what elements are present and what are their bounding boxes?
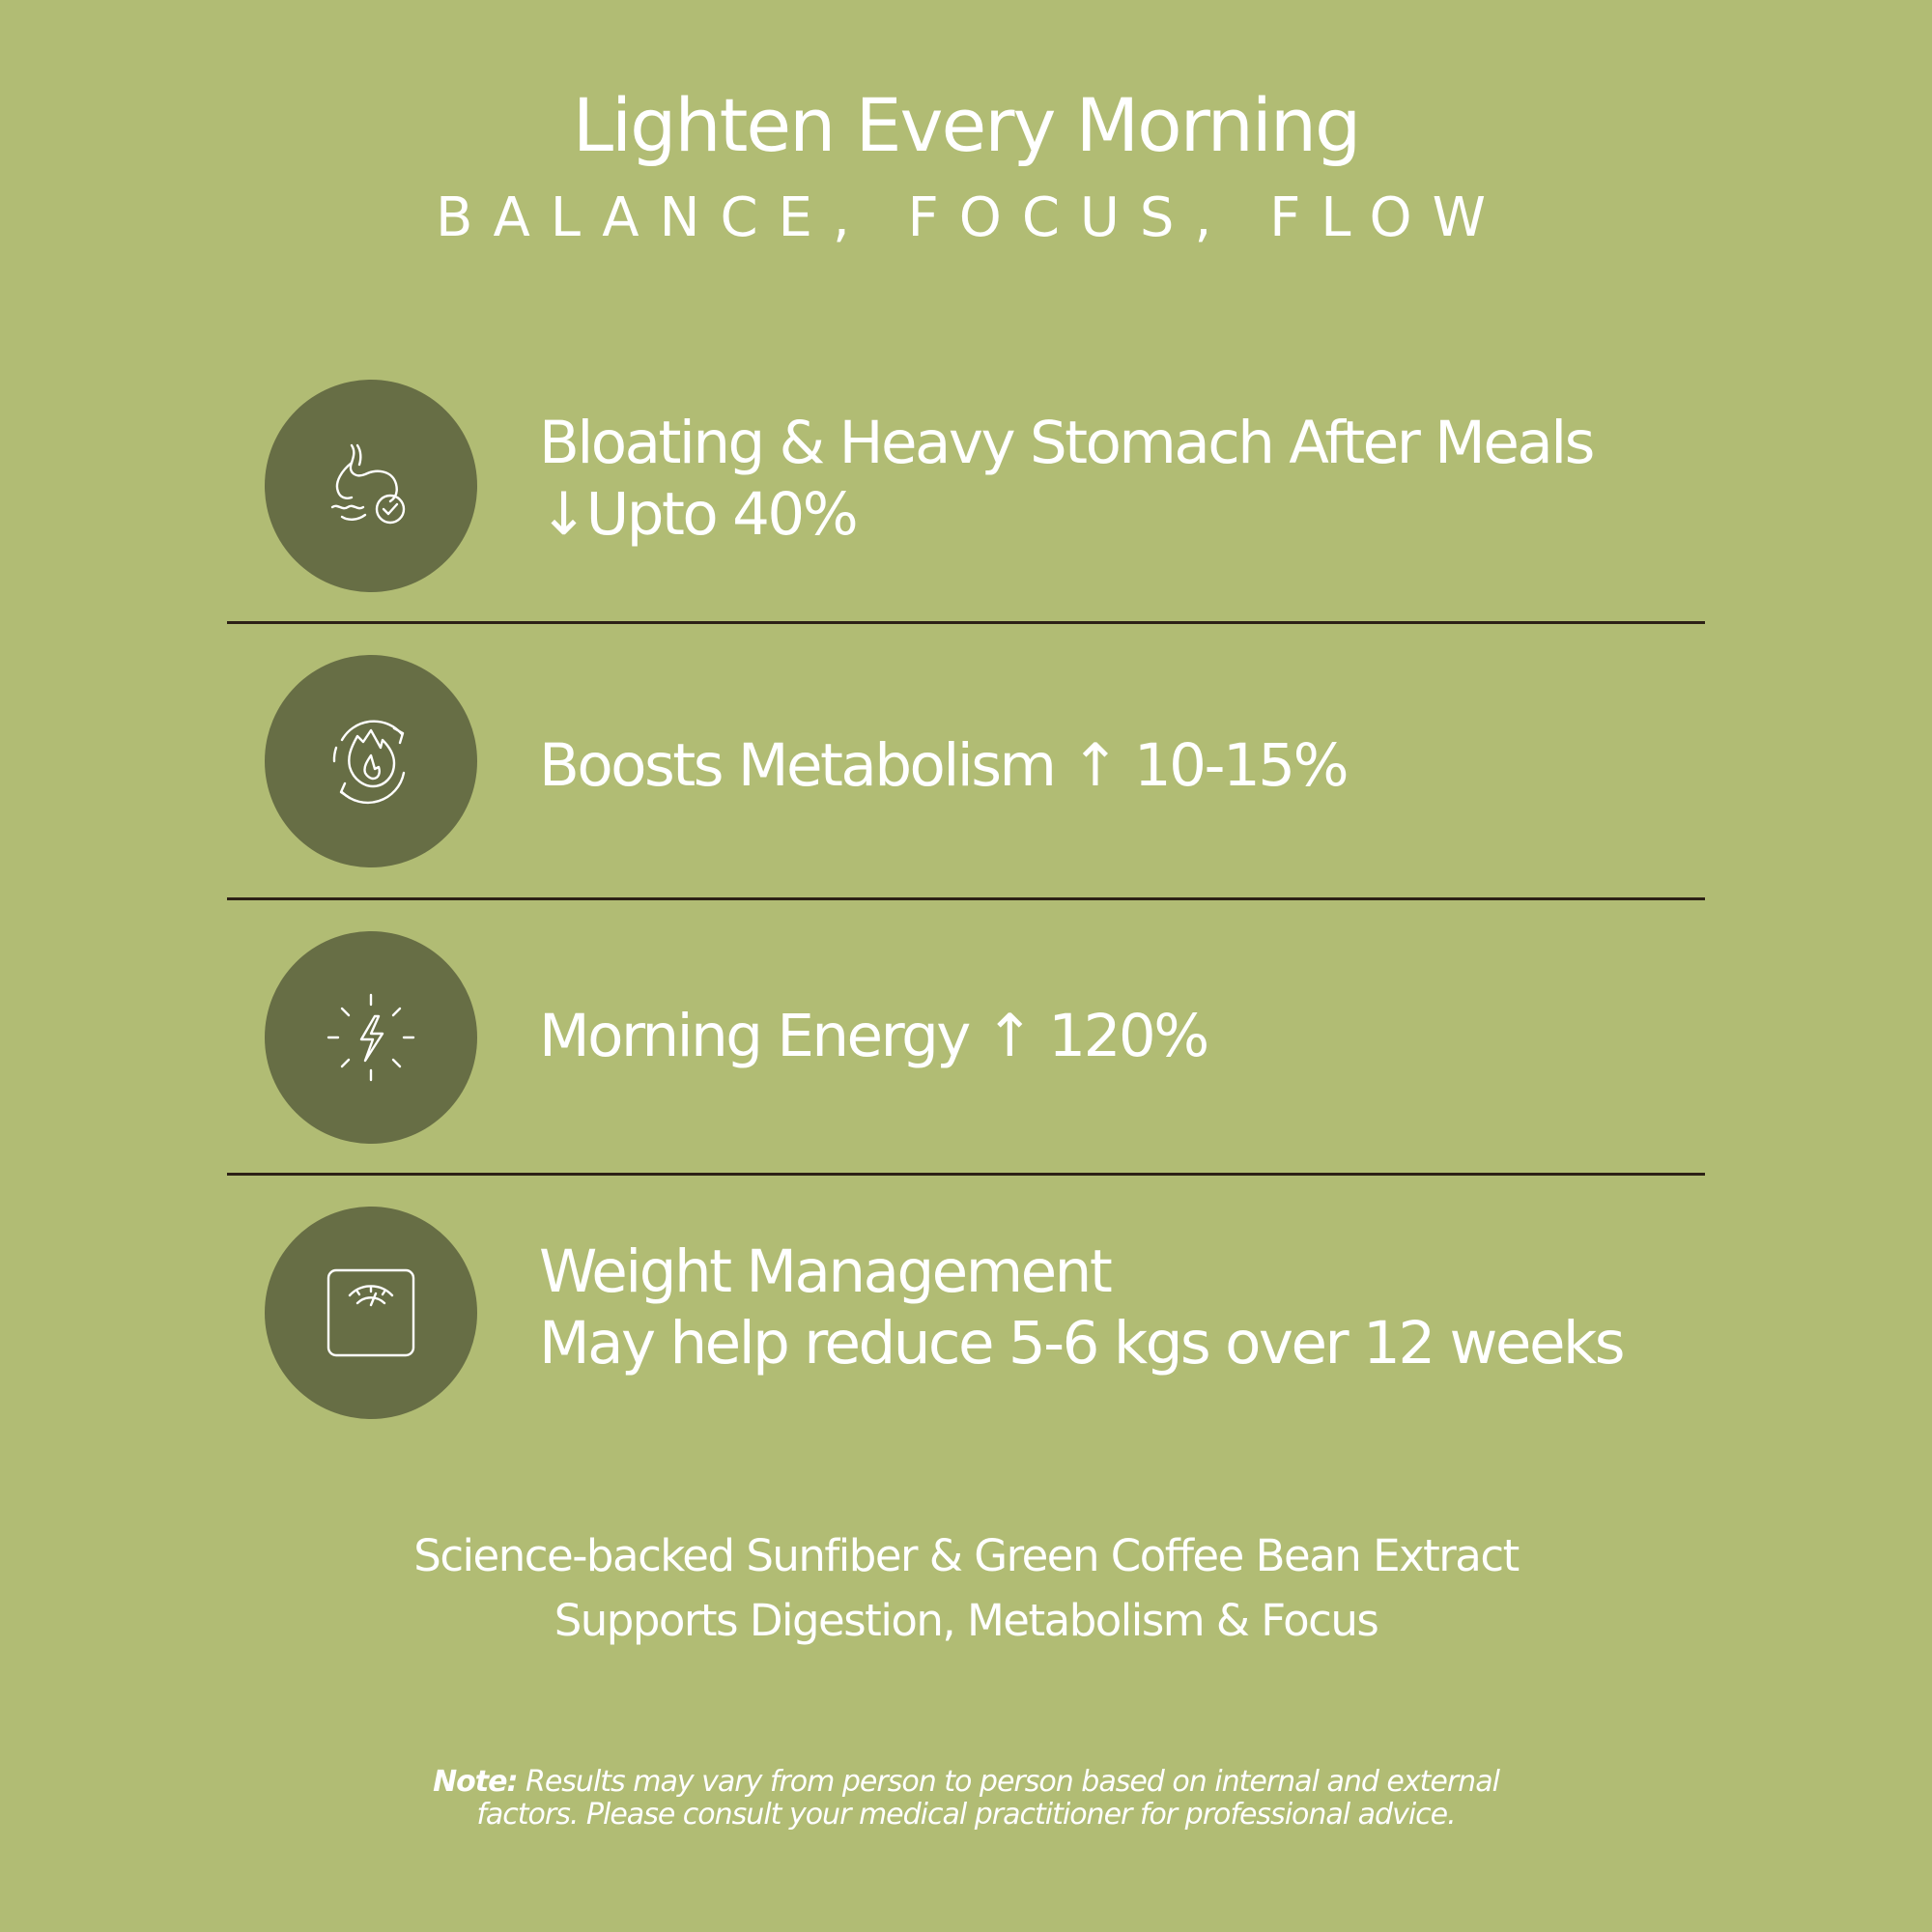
stomach-check-icon [313,428,429,544]
footer-supports: Supports Digestion, Metabolism & Focus [554,1595,1378,1646]
benefit-title: Bloating & Heavy Stomach After Meals [539,409,1593,477]
footer-ingredients: Science-backed Sunfiber & Green Coffee Bean Extract [413,1530,1519,1581]
benefit-text [539,730,1347,802]
benefit-text [539,408,1593,551]
benefit-badge [265,931,477,1144]
divider [227,621,1705,624]
disclaimer-note [0,1766,1932,1832]
note-text-line2: factors. Please consult your medical practitioner for professional advice. [476,1798,1456,1832]
benefit-stat: May help reduce 5-6 kgs over 12 weeks [539,1309,1624,1378]
benefit-text [539,1001,1208,1072]
benefit-badge [265,655,477,867]
benefit-title: Weight Management [539,1237,1111,1306]
benefit-badge [265,1207,477,1419]
benefit-stat: ↓Upto 40% [539,480,857,549]
note-label: Note: [433,1765,518,1799]
divider [227,1173,1705,1176]
divider [227,897,1705,900]
energy-bolt-icon [313,980,429,1095]
metabolism-flame-cycle-icon [313,703,429,819]
benefit-title: Boosts Metabolism ↑ 10-15% [539,731,1348,800]
benefit-badge [265,380,477,592]
weighing-scale-icon [313,1255,429,1371]
page-subtitle: BALANCE, FOCUS, FLOW [436,186,1506,249]
note-text-line1: Results may vary from person to person based on internal and external [517,1765,1499,1799]
benefit-text [539,1236,1623,1379]
page-title: Lighten Every Morning [572,82,1360,168]
benefit-title: Morning Energy ↑ 120% [539,1002,1208,1070]
